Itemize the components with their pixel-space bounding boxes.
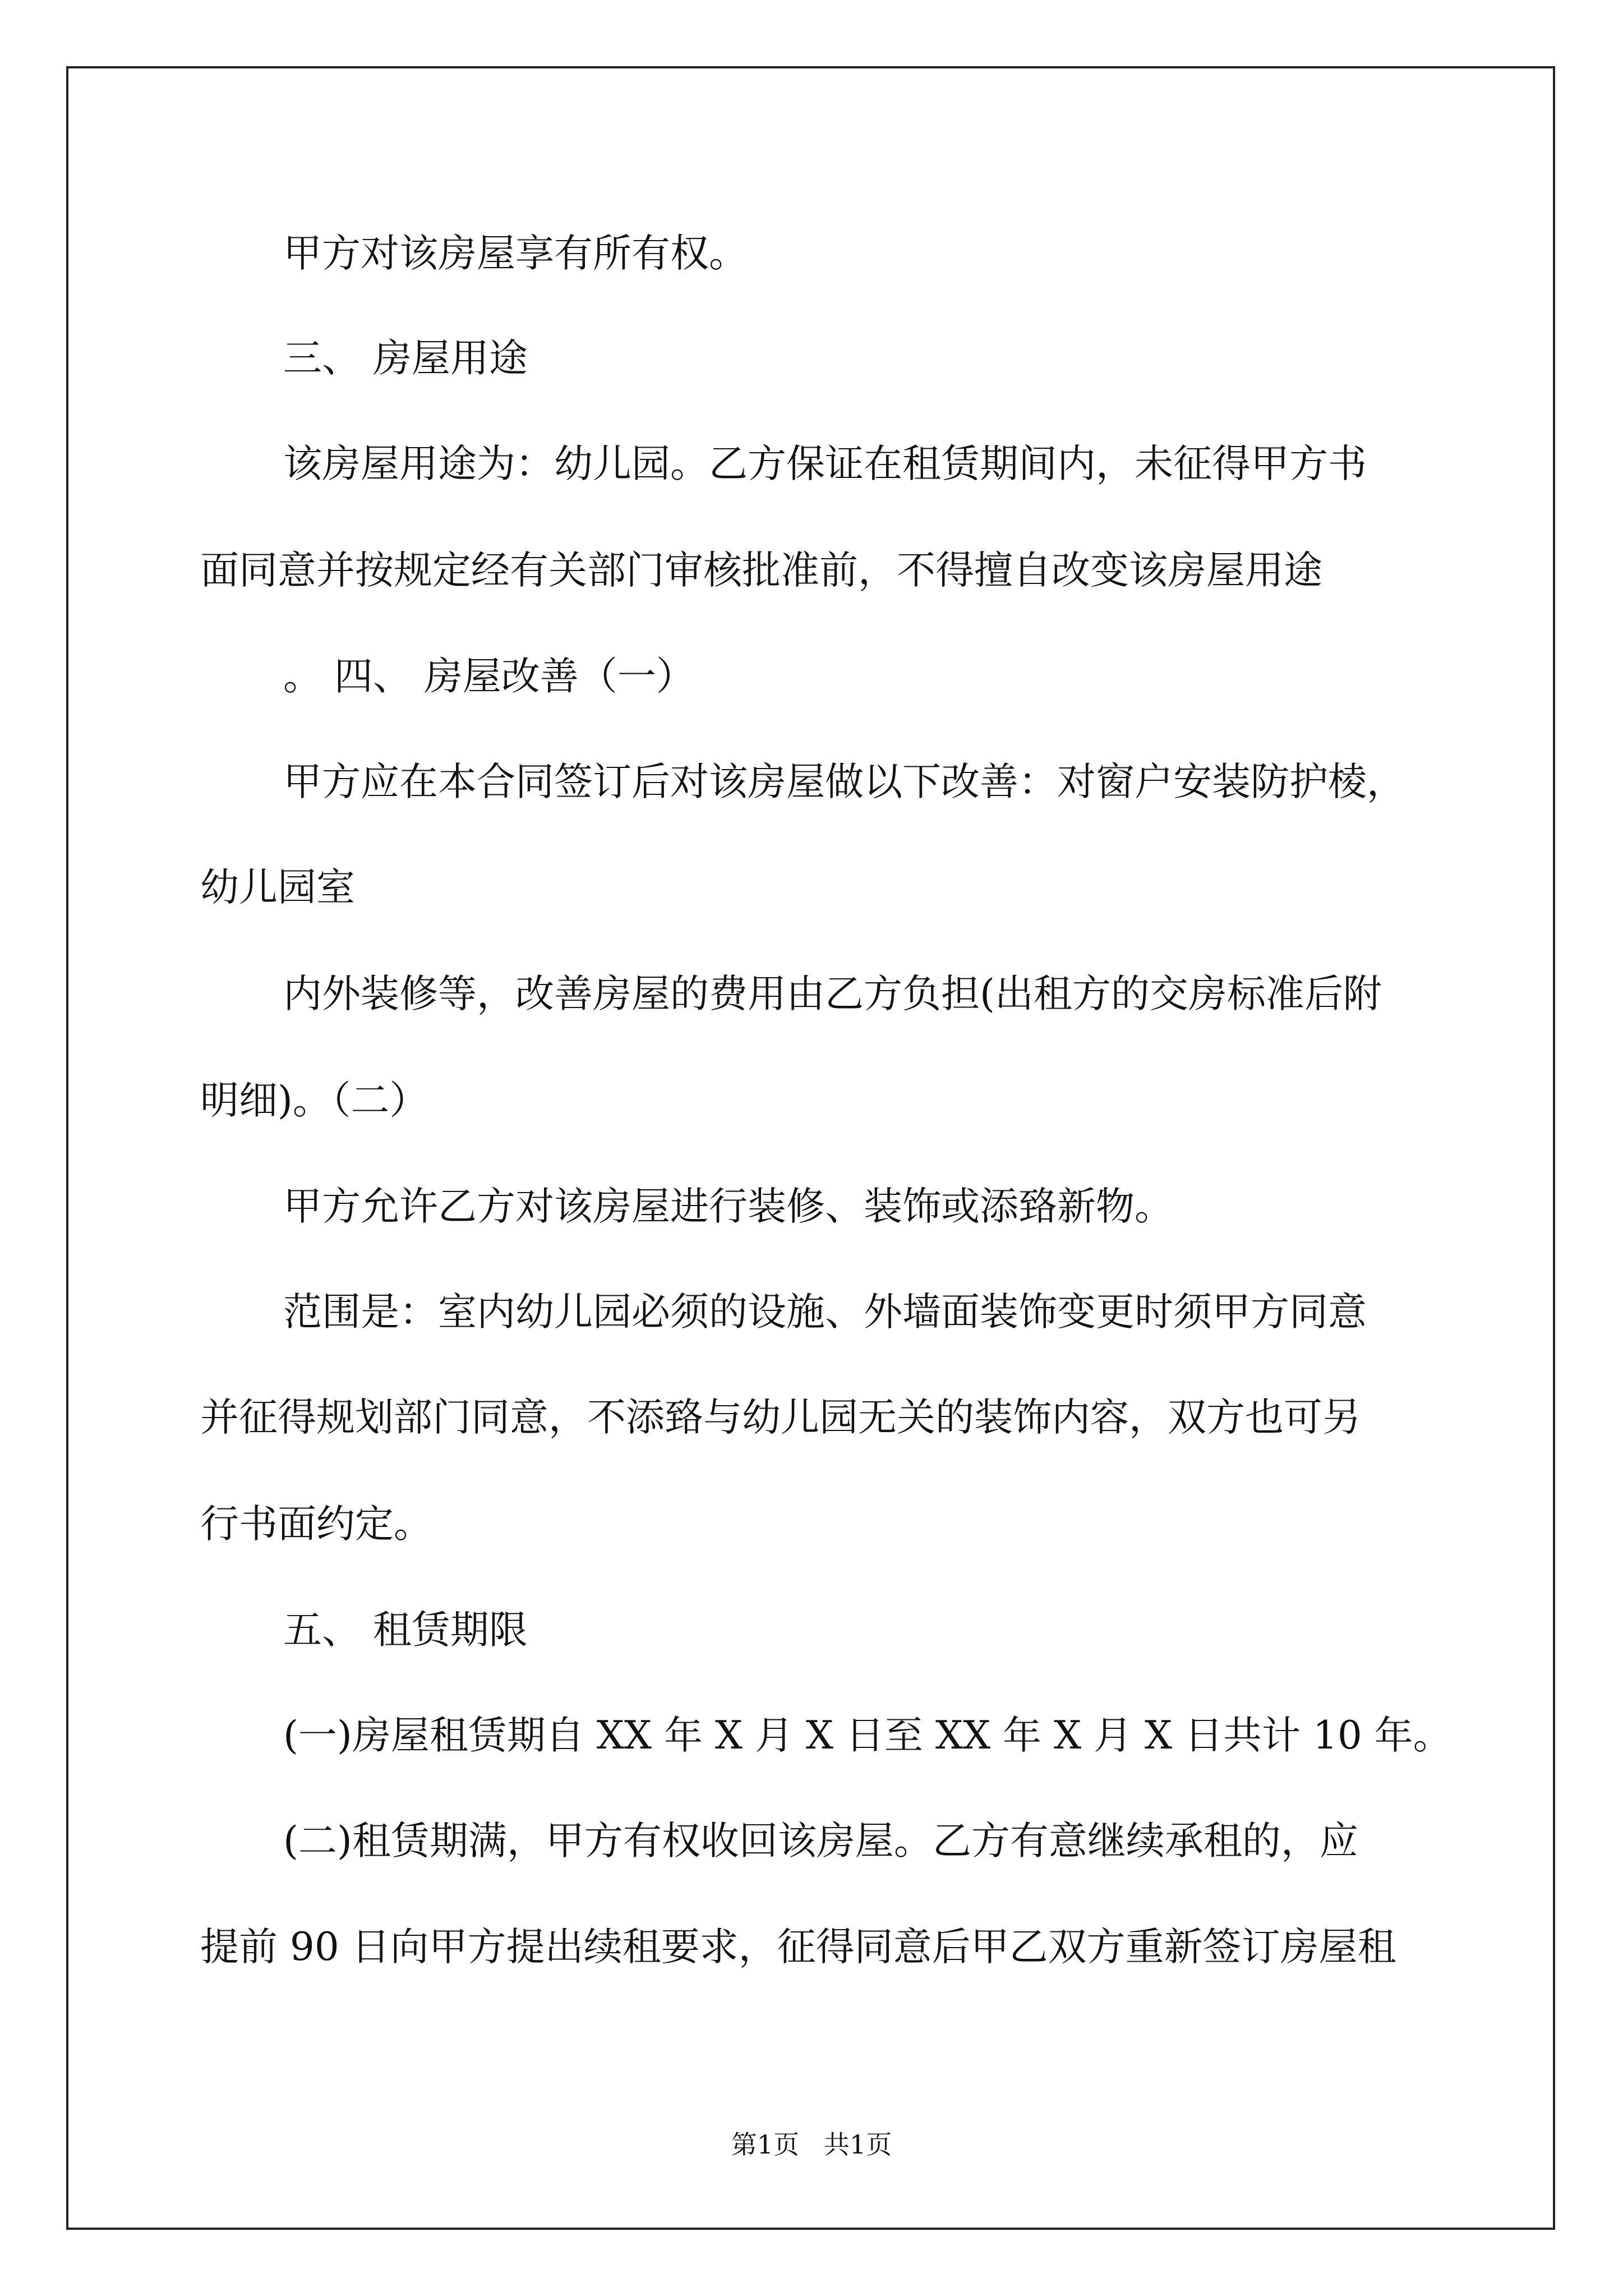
section-heading: 三、 房屋用途 — [283, 336, 528, 381]
paragraph-line: 该房屋用途为：幼儿园。乙方保证在租赁期间内，未征得甲方书 — [283, 441, 1367, 486]
paragraph-line: 提前 90 日向甲方提出续租要求，征得同意后甲乙双方重新签订房屋租 — [200, 1925, 1396, 1970]
paragraph-line: 范围是：室内幼儿园必须的设施、外墙面装饰变更时须甲方同意 — [283, 1290, 1367, 1335]
paragraph-line: 幼儿园室 — [200, 865, 355, 910]
paragraph-line: 甲方允许乙方对该房屋进行装修、装饰或添臵新物。 — [283, 1184, 1173, 1229]
paragraph-line: (一)房屋租赁期自 XX 年 X 月 X 日至 XX 年 X 月 X 日共计 10 年。 — [283, 1713, 1452, 1758]
paragraph-line: 甲方对该房屋享有所有权。 — [283, 231, 748, 276]
paragraph-line: 明细)。（二） — [200, 1078, 428, 1123]
page-footer: 第1页 共1页 — [731, 2129, 892, 2160]
paragraph-line: 行书面约定。 — [200, 1502, 432, 1547]
paragraph-line: (二)租赁期满，甲方有权收回该房屋。乙方有意继续承租的，应 — [283, 1819, 1358, 1864]
page-border — [66, 66, 1555, 2230]
paragraph-line: 甲方应在本合同签订后对该房屋做以下改善：对窗户安装防护棱， — [283, 760, 1405, 804]
section-heading: 。 四、 房屋改善（一） — [283, 654, 695, 699]
section-heading: 五、 租赁期限 — [283, 1608, 528, 1653]
paragraph-line: 并征得规划部门同意，不添臵与幼儿园无关的装饰内容，双方也可另 — [200, 1395, 1361, 1440]
paragraph-line: 内外装修等，改善房屋的费用由乙方负担(出租方的交房标准后附 — [283, 972, 1382, 1016]
paragraph-line: 面同意并按规定经有关部门审核批准前，不得擅自改变该房屋用途 — [200, 548, 1322, 593]
